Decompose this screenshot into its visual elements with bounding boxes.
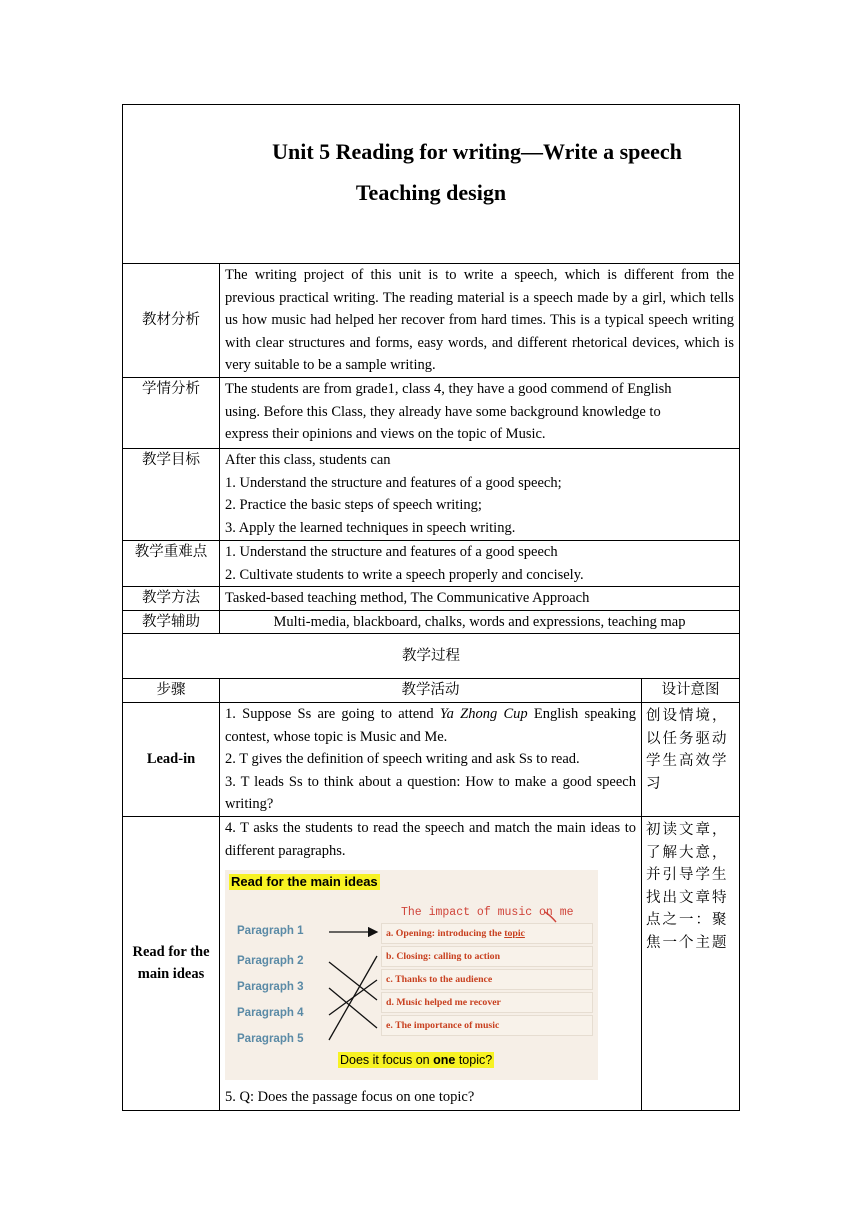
read-activities (220, 816, 642, 1110)
activity-item: 2. T gives the definition of speech writing and ask Ss to read. (225, 751, 580, 768)
textbook-analysis-text: The writing project of this unit is to write a speech, which is different from the previous practical writing. The reading material is a speech made by a girl, which tells us how music had helped her recover from hard times. This is a typical speech writing with clear structures and forms, easy words, and different rhetorical devices, which is very suitable to be a sample writing. (220, 264, 740, 378)
teaching-objectives-text (220, 448, 740, 540)
main-idea-option: e. The importance of music (381, 1015, 593, 1036)
column-header-intent: 设计意图 (642, 679, 740, 703)
key-difficulties-text (220, 540, 740, 586)
student-analysis-text (220, 377, 740, 448)
label-student-analysis: 学情分析 (123, 377, 220, 448)
read-intent: 初读文章，了解大意，并引导学生找出文章特点之一：聚焦一个主题 (642, 816, 740, 1110)
slide-impact-title: The impact of music on me (401, 906, 574, 920)
main-idea-option: b. Closing: calling to action (381, 946, 593, 967)
text-line: After this class, students can (225, 451, 391, 468)
document-title: Unit 5 Reading for writing—Write a speech (272, 139, 682, 164)
main-idea-option: a. Opening: introducing the topic (381, 923, 593, 944)
column-header-activity: 教学活动 (220, 679, 642, 703)
activity-item: 4. T asks the students to read the speech and match the main ideas to different paragraphs. (225, 819, 636, 859)
text-line: 3. Apply the learned techniques in speech writing. (225, 519, 516, 536)
slide-focus-question: Does it focus on one topic? (340, 1053, 493, 1068)
process-heading: 教学过程 (123, 634, 740, 679)
step-read-main-ideas: Read for the main ideas (123, 816, 220, 1110)
paragraph-label: Paragraph 3 (237, 981, 304, 994)
text-line: express their opinions and views on the topic of Music. (225, 426, 546, 443)
paragraph-label: Paragraph 1 (237, 925, 304, 938)
column-header-step: 步骤 (123, 679, 220, 703)
activity-item: 1. Suppose Ss are going to attend Ya Zhong Cup English speaking contest, whose topic is Music and Me. (225, 705, 636, 745)
text-line: The students are from grade1, class 4, they have a good commend of English (225, 380, 672, 397)
slide-header: Read for the main ideas (231, 874, 378, 890)
main-ideas-slide-image (225, 870, 598, 1080)
label-teaching-method: 教学方法 (123, 587, 220, 611)
text-line: 1. Understand the structure and features of a good speech; (225, 474, 562, 491)
text-line: 1. Understand the structure and features of a good speech (225, 543, 558, 560)
step-lead-in: Lead-in (123, 702, 220, 816)
paragraph-label: Paragraph 5 (237, 1033, 304, 1046)
label-textbook-analysis: 教材分析 (123, 264, 220, 378)
lead-in-activities (220, 702, 642, 816)
label-key-difficulties: 教学重难点 (123, 540, 220, 586)
activity-item: 5. Q: Does the passage focus on one topic? (225, 1089, 475, 1106)
activity-item: 3. T leads Ss to think about a question: How to make a good speech writing? (225, 773, 636, 813)
main-idea-option: c. Thanks to the audience (381, 969, 593, 990)
paragraph-label: Paragraph 4 (237, 1007, 304, 1020)
teaching-aids-text: Multi-media, blackboard, chalks, words and expressions, teaching map (220, 610, 740, 634)
paragraph-label: Paragraph 2 (237, 955, 304, 968)
title-cell (123, 105, 740, 264)
lead-in-intent: 创设情境，以任务驱动学生高效学习 (642, 702, 740, 816)
document-subtitle: Teaching design (355, 179, 507, 205)
text-line: 2. Practice the basic steps of speech writing; (225, 497, 482, 514)
label-teaching-aids: 教学辅助 (123, 610, 220, 634)
main-idea-option: d. Music helped me recover (381, 992, 593, 1013)
text-line: using. Before this Class, they already have some background knowledge to (225, 403, 661, 420)
text-line: 2. Cultivate students to write a speech properly and concisely. (225, 566, 584, 583)
teaching-design-table (122, 104, 740, 1111)
teaching-method-text: Tasked-based teaching method, The Communicative Approach (220, 587, 740, 611)
label-teaching-objectives: 教学目标 (123, 448, 220, 540)
